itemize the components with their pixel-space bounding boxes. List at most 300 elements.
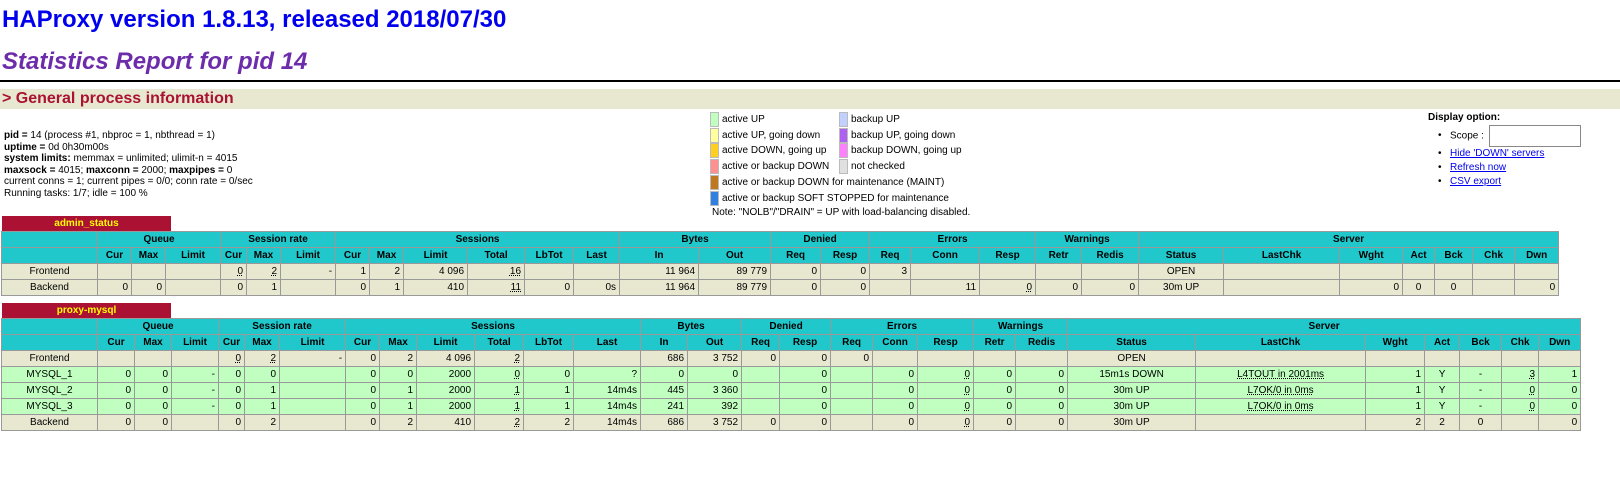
- table-cell: 0: [132, 280, 166, 296]
- table-cell: [280, 367, 346, 383]
- column-header: [2, 248, 98, 264]
- row-name-cell[interactable]: Backend: [2, 280, 98, 296]
- table-cell: 1: [380, 383, 417, 399]
- table-cell: [980, 264, 1036, 280]
- column-header: Bck: [1460, 335, 1502, 351]
- stats-table-proxy-mysql: [1, 318, 1581, 431]
- column-header: Conn: [911, 248, 980, 264]
- column-header: Max: [380, 335, 417, 351]
- table-cell: 0: [821, 280, 870, 296]
- table-cell: [280, 383, 346, 399]
- table-cell: [1502, 367, 1539, 383]
- table-cell: 0: [974, 399, 1016, 415]
- cell-link[interactable]: L7OK/0 in 0ms: [1247, 401, 1314, 412]
- table-cell: 1: [380, 399, 417, 415]
- table-cell: 0: [873, 383, 918, 399]
- table-cell: 2000: [417, 399, 475, 415]
- column-header: LbTot: [524, 335, 574, 351]
- column-header: In: [620, 248, 699, 264]
- column-header: LastChk: [1196, 335, 1366, 351]
- table-cell: 0: [98, 383, 135, 399]
- table-cell: 410: [417, 415, 475, 431]
- info-value: 14 (process #1, nbproc = 1, nbthread = 1): [30, 130, 215, 141]
- table-cell: [574, 351, 641, 367]
- table-cell: 0: [219, 367, 245, 383]
- column-header: Wght: [1366, 335, 1425, 351]
- group-header-row: [2, 319, 1581, 335]
- process-info-line: [4, 188, 253, 200]
- row-name-cell[interactable]: MYSQL_1: [2, 367, 98, 383]
- cell-link[interactable]: 11: [510, 282, 522, 293]
- column-header: Req: [742, 335, 780, 351]
- table-cell: [468, 280, 525, 296]
- table-cell: 2: [524, 415, 574, 431]
- table-cell: 0: [245, 367, 280, 383]
- table-cell: 0: [780, 383, 831, 399]
- refresh-now-item: [1438, 161, 1581, 175]
- table-cell: 0: [873, 415, 918, 431]
- display-options-title: Display option:: [1428, 112, 1501, 123]
- column-header: Cur: [98, 335, 135, 351]
- table-cell: 1: [524, 383, 574, 399]
- legend-label: backup UP: [851, 114, 900, 125]
- table-cell: 0: [98, 399, 135, 415]
- display-options: [1428, 112, 1581, 189]
- table-cell: [135, 351, 172, 367]
- table-cell: 0: [346, 415, 380, 431]
- table-cell: 0: [974, 367, 1016, 383]
- table-cell: [1502, 383, 1539, 399]
- table-cell: [873, 351, 918, 367]
- table-cell: 0: [873, 367, 918, 383]
- table-cell: [247, 264, 281, 280]
- table-cell: -: [1460, 367, 1502, 383]
- table-cell: 3 752: [688, 351, 742, 367]
- table-cell: 0: [346, 351, 380, 367]
- csv-export-link[interactable]: CSV export: [1450, 176, 1502, 187]
- column-header: Act: [1403, 248, 1435, 264]
- table-cell: 14m4s: [574, 399, 641, 415]
- cell-link[interactable]: L4TOUT in 2001ms: [1237, 369, 1325, 380]
- cell-link[interactable]: 0: [514, 369, 521, 380]
- column-header: In: [641, 335, 688, 351]
- table-cell: 3: [870, 264, 911, 280]
- process-info-line: [4, 130, 253, 142]
- column-header: Status: [1139, 248, 1224, 264]
- table-cell: 0: [1539, 415, 1581, 431]
- table-cell: [918, 415, 974, 431]
- group-header: Errors: [831, 319, 974, 335]
- info-value: 0: [226, 164, 233, 176]
- table-cell: 0: [742, 351, 780, 367]
- table-cell: 0: [771, 264, 821, 280]
- table-cell: [918, 383, 974, 399]
- column-header: Total: [475, 335, 524, 351]
- group-header: Server: [1068, 319, 1581, 335]
- scope-item: [1438, 125, 1581, 147]
- column-header: Limit: [172, 335, 219, 351]
- legend-swatch: [839, 159, 848, 174]
- column-header: Cur: [336, 248, 370, 264]
- legend-swatch: [710, 143, 719, 158]
- general-info-header[interactable]: [0, 89, 1620, 109]
- table-cell: [525, 264, 574, 280]
- legend-label: active UP, going down: [722, 129, 821, 141]
- column-header-row: [2, 248, 1559, 264]
- column-header: Limit: [404, 248, 468, 264]
- table-cell: 0: [1435, 280, 1473, 296]
- table-cell: [1539, 351, 1581, 367]
- table-cell: [166, 280, 221, 296]
- table-cell: -: [172, 367, 219, 383]
- info-value: 4015;: [58, 164, 87, 176]
- proxy-name-proxy-mysql[interactable]: proxy-mysql: [2, 303, 171, 318]
- table-cell: 410: [404, 280, 468, 296]
- table-cell: 2: [380, 351, 417, 367]
- column-header: Redis: [1016, 335, 1068, 351]
- table-cell: -: [1460, 399, 1502, 415]
- info-value: 2000;: [141, 164, 170, 176]
- table-cell: 3 360: [688, 383, 742, 399]
- table-cell: Y: [1425, 383, 1460, 399]
- table-cell: [475, 351, 524, 367]
- stats-table-admin-status: [1, 231, 1559, 296]
- process-info-line: [4, 165, 253, 177]
- group-header: Errors: [870, 232, 1036, 248]
- table-cell: OPEN: [1139, 264, 1224, 280]
- table-cell: [221, 264, 247, 280]
- row-name-cell[interactable]: Frontend: [2, 351, 98, 367]
- column-header: Out: [699, 248, 771, 264]
- table-cell: [475, 415, 524, 431]
- table-cell: 2000: [417, 367, 475, 383]
- table-row[interactable]: [2, 399, 1581, 415]
- column-header: Limit: [280, 335, 346, 351]
- table-cell: 0: [135, 383, 172, 399]
- scope-input[interactable]: [1489, 125, 1581, 147]
- group-header: Sessions: [346, 319, 641, 335]
- table-cell: [172, 351, 219, 367]
- page-title: HAProxy version 1.8.13, released 2018/07/30: [2, 6, 507, 33]
- cell-link[interactable]: 1: [514, 401, 521, 412]
- table-cell: 2: [370, 264, 404, 280]
- table-row[interactable]: [2, 383, 1581, 399]
- table-cell: [280, 415, 346, 431]
- info-value: 0d 0h30m00s: [48, 141, 109, 153]
- table-cell: [1460, 351, 1502, 367]
- group-header: Queue: [98, 232, 221, 248]
- table-cell: 0: [1036, 280, 1082, 296]
- group-header-row: [2, 232, 1559, 248]
- table-row[interactable]: [2, 280, 1559, 296]
- table-cell: [911, 264, 980, 280]
- legend-item: [839, 143, 962, 158]
- table-cell: [742, 399, 780, 415]
- table-cell: 0: [219, 415, 245, 431]
- table-cell: 0: [346, 383, 380, 399]
- table-cell: 2: [1366, 415, 1425, 431]
- legend-label: active or backup SOFT STOPPED for maintenance: [722, 192, 949, 204]
- table-cell: [974, 351, 1016, 367]
- csv-export-item: [1438, 175, 1581, 189]
- row-name-cell[interactable]: Backend: [2, 415, 98, 431]
- column-header: Redis: [1082, 248, 1139, 264]
- table-cell: [281, 280, 336, 296]
- column-header: Max: [135, 335, 172, 351]
- legend-label: active DOWN, going up: [722, 145, 827, 157]
- table-cell: [831, 383, 873, 399]
- table-cell: [1425, 351, 1460, 367]
- column-header: Retr: [974, 335, 1016, 351]
- cell-link[interactable]: 2: [271, 266, 278, 277]
- table-cell: 0: [135, 415, 172, 431]
- table-cell: 241: [641, 399, 688, 415]
- table-cell: 1: [524, 399, 574, 415]
- table-cell: 30m UP: [1139, 280, 1224, 296]
- table-cell: 89 779: [699, 280, 771, 296]
- table-cell: Y: [1425, 399, 1460, 415]
- legend-swatch: [710, 128, 719, 143]
- table-row[interactable]: [2, 415, 1581, 431]
- table-cell: [831, 415, 873, 431]
- process-info-line: [4, 142, 253, 154]
- legend-swatch: [839, 143, 848, 158]
- column-header: Req: [831, 335, 873, 351]
- group-header: Session rate: [219, 319, 346, 335]
- column-header: Retr: [1036, 248, 1082, 264]
- column-header: Resp: [980, 248, 1036, 264]
- column-header: Cur: [98, 248, 132, 264]
- table-cell: 0: [1016, 399, 1068, 415]
- general-info-heading[interactable]: > General process information: [2, 90, 234, 107]
- table-cell: 0: [1082, 280, 1139, 296]
- cell-link[interactable]: 16: [509, 266, 522, 277]
- legend-swatch: [839, 112, 848, 127]
- column-header: Resp: [821, 248, 870, 264]
- table-row[interactable]: [2, 264, 1559, 280]
- cell-link[interactable]: 2: [514, 417, 521, 428]
- info-key: pid =: [4, 130, 31, 141]
- table-cell: [1473, 264, 1515, 280]
- group-header: Queue: [98, 319, 219, 335]
- legend-swatch: [710, 191, 719, 206]
- table-cell: 2000: [417, 383, 475, 399]
- table-cell: 0: [380, 367, 417, 383]
- info-key: maxsock =: [4, 164, 59, 176]
- legend-label: active UP: [722, 114, 765, 125]
- table-cell: 0: [780, 415, 831, 431]
- table-cell: 392: [688, 399, 742, 415]
- table-cell: 2: [245, 415, 280, 431]
- refresh-now-link[interactable]: Refresh now: [1450, 162, 1507, 173]
- legend-item: [710, 191, 949, 206]
- table-cell: 0: [780, 351, 831, 367]
- column-header: LastChk: [1224, 248, 1340, 264]
- table-cell: 0: [98, 280, 132, 296]
- table-cell: 1: [245, 399, 280, 415]
- table-cell: 4 096: [417, 351, 475, 367]
- row-name-cell[interactable]: MYSQL_2: [2, 383, 98, 399]
- table-cell: 0: [1539, 399, 1581, 415]
- table-cell: ?: [574, 367, 641, 383]
- table-cell: 1: [1366, 383, 1425, 399]
- table-cell: 89 779: [699, 264, 771, 280]
- column-header: Req: [870, 248, 911, 264]
- table-cell: 0: [771, 280, 821, 296]
- table-cell: [1515, 264, 1559, 280]
- column-header: Act: [1425, 335, 1460, 351]
- column-header: Dwn: [1539, 335, 1581, 351]
- column-header: Total: [468, 248, 525, 264]
- group-header: [2, 319, 98, 335]
- table-cell: 30m UP: [1068, 383, 1196, 399]
- group-header: Warnings: [974, 319, 1068, 335]
- table-cell: [1366, 351, 1425, 367]
- cell-link[interactable]: 2: [270, 353, 277, 364]
- info-key: system limits:: [4, 153, 74, 165]
- column-header: Conn: [873, 335, 918, 351]
- table-cell: 686: [641, 351, 688, 367]
- info-value: current conns = 1; current pipes = 0/0; conn rate = 0/sec: [4, 176, 253, 188]
- group-header: Denied: [742, 319, 831, 335]
- table-cell: 2: [380, 415, 417, 431]
- cell-link[interactable]: 2: [514, 353, 521, 364]
- cell-link[interactable]: 0: [1529, 385, 1536, 396]
- proxy-name-admin-status[interactable]: admin_status: [2, 216, 171, 231]
- column-header: Dwn: [1515, 248, 1559, 264]
- group-header: Server: [1139, 232, 1559, 248]
- table-row[interactable]: [2, 351, 1581, 367]
- table-cell: 0: [525, 280, 574, 296]
- cell-link[interactable]: L7OK/0 in 0ms: [1247, 385, 1314, 396]
- column-header: Cur: [219, 335, 245, 351]
- cell-link[interactable]: 1: [514, 385, 521, 396]
- cell-link[interactable]: 0: [964, 401, 971, 412]
- group-header: Bytes: [620, 232, 771, 248]
- legend-label: backup DOWN, going up: [851, 145, 962, 157]
- table-cell: 1: [1539, 367, 1581, 383]
- table-cell: [918, 351, 974, 367]
- table-cell: 0: [336, 280, 370, 296]
- column-header: Resp: [780, 335, 831, 351]
- table-cell: [475, 399, 524, 415]
- table-cell: [742, 383, 780, 399]
- hide-down-servers-link[interactable]: Hide 'DOWN' servers: [1450, 148, 1545, 159]
- legend-item: [710, 143, 827, 158]
- row-name-cell[interactable]: Frontend: [2, 264, 98, 280]
- table-cell: 0: [641, 367, 688, 383]
- table-cell: [166, 264, 221, 280]
- legend-item: [839, 112, 900, 127]
- table-cell: 0: [346, 367, 380, 383]
- divider: [0, 80, 1620, 82]
- table-cell: [574, 264, 620, 280]
- table-cell: 0: [135, 367, 172, 383]
- cell-link[interactable]: 0: [237, 266, 244, 277]
- table-cell: 0: [346, 399, 380, 415]
- table-cell: [1196, 367, 1366, 383]
- cell-link[interactable]: 0: [235, 353, 242, 364]
- column-header: Out: [688, 335, 742, 351]
- legend-label: active or backup DOWN for maintenance (MAINT): [722, 176, 945, 188]
- group-header: Bytes: [641, 319, 742, 335]
- table-cell: 0: [688, 367, 742, 383]
- table-cell: 0s: [574, 280, 620, 296]
- column-header: Req: [771, 248, 821, 264]
- cell-link[interactable]: 3: [1529, 369, 1536, 380]
- table-cell: 1: [1366, 399, 1425, 415]
- row-name-cell[interactable]: MYSQL_3: [2, 399, 98, 415]
- column-header: Chk: [1473, 248, 1515, 264]
- table-cell: 30m UP: [1068, 415, 1196, 431]
- column-header: Cur: [346, 335, 380, 351]
- column-header: LbTot: [525, 248, 574, 264]
- table-cell: [918, 367, 974, 383]
- column-header-row: [2, 335, 1581, 351]
- legend-swatch: [839, 128, 848, 143]
- column-header: Wght: [1340, 248, 1403, 264]
- table-cell: 0: [221, 280, 247, 296]
- table-cell: 0: [742, 415, 780, 431]
- table-cell: 1: [336, 264, 370, 280]
- table-cell: 30m UP: [1068, 399, 1196, 415]
- table-cell: Y: [1425, 367, 1460, 383]
- table-cell: [918, 399, 974, 415]
- column-header: Limit: [417, 335, 475, 351]
- info-key: maxconn =: [86, 164, 142, 176]
- legend-item: [839, 128, 955, 143]
- table-cell: [1435, 264, 1473, 280]
- table-cell: [1502, 415, 1539, 431]
- cell-link[interactable]: 0: [964, 385, 971, 396]
- legend-label: backup UP, going down: [851, 129, 956, 141]
- table-cell: [1340, 264, 1403, 280]
- column-header: Max: [245, 335, 280, 351]
- table-cell: 0: [974, 383, 1016, 399]
- column-header: Resp: [918, 335, 974, 351]
- table-cell: [98, 264, 132, 280]
- table-cell: 11 964: [620, 280, 699, 296]
- legend-swatch: [710, 175, 719, 190]
- group-header: Denied: [771, 232, 870, 248]
- table-cell: [831, 399, 873, 415]
- cell-link[interactable]: 0: [1026, 282, 1033, 293]
- table-cell: [1224, 264, 1340, 280]
- column-header: [2, 335, 98, 351]
- table-cell: [1036, 264, 1082, 280]
- legend-swatch: [710, 159, 719, 174]
- cell-link[interactable]: 0: [964, 369, 971, 380]
- info-key: maxpipes =: [169, 164, 227, 176]
- table-cell: -: [281, 264, 336, 280]
- column-header: Limit: [166, 248, 221, 264]
- table-cell: 4 096: [404, 264, 468, 280]
- scope-label: Scope :: [1450, 130, 1484, 142]
- table-cell: 0: [524, 367, 574, 383]
- table-cell: [475, 367, 524, 383]
- table-cell: 0: [1515, 280, 1559, 296]
- cell-link[interactable]: 0: [1529, 401, 1536, 412]
- column-header: Last: [574, 335, 641, 351]
- group-header: Session rate: [221, 232, 336, 248]
- table-cell: 0: [1403, 280, 1435, 296]
- table-row[interactable]: [2, 367, 1581, 383]
- table-cell: [1196, 399, 1366, 415]
- legend-item: [710, 159, 829, 174]
- cell-link[interactable]: 0: [964, 417, 971, 428]
- column-header: Max: [370, 248, 404, 264]
- table-cell: [132, 264, 166, 280]
